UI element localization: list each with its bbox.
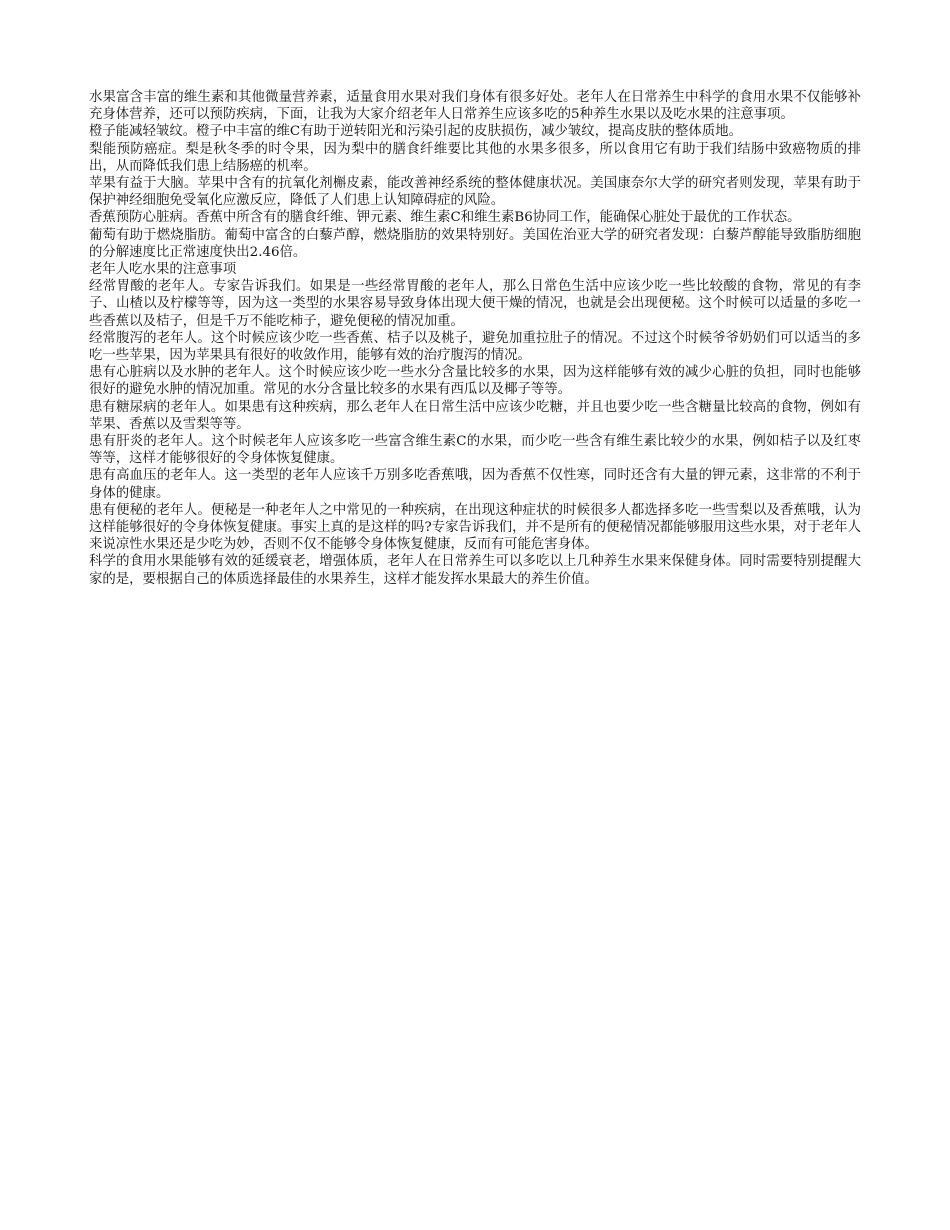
paragraph-apple: 苹果有益于大脑。苹果中含有的抗氧化剂槲皮素，能改善神经系统的整体健康状况。美国康奈尔大学的研究者则发现，苹果有助于保护神经细胞免受氧化应激反应，降低了人们患上认知障碍症的风险。 bbox=[89, 176, 861, 209]
paragraph-heart-edema: 患有心脏病以及水肿的老年人。这个时候应该少吃一些水分含量比较多的水果，因为这样能够有效的减少心脏的负担，同时也能够很好的避免水肿的情况加重。常见的水分含量比较多的水果有西瓜以及椰子等等。 bbox=[89, 365, 861, 398]
intro-paragraph: 水果富含丰富的维生素和其他微量营养素，适量食用水果对我们身体有很多好处。老年人在日常养生中科学的食用水果不仅能够补充身体营养，还可以预防疾病，下面，让我为大家介绍老年人日常养生应该多吃的5种养生水果以及吃水果的注意事项。 bbox=[89, 90, 861, 123]
paragraph-banana: 香蕉预防心脏病。香蕉中所含有的膳食纤维、钾元素、维生素C和维生素B6协同工作，能确保心脏处于最优的工作状态。 bbox=[89, 210, 801, 226]
paragraph-diarrhea: 经常腹泻的老年人。这个时候应该少吃一些香蕉、桔子以及桃子，避免加重拉肚子的情况。不过这个时候爷爷奶奶们可以适当的多吃一些苹果，因为苹果具有很好的收敛作用，能够有效的治疗腹泻的情况。 bbox=[89, 330, 861, 364]
document-body bbox=[89, 89, 861, 588]
section-heading: 老年人吃水果的注意事项 bbox=[89, 262, 237, 278]
paragraph-grape: 葡萄有助于燃烧脂肪。葡萄中富含的白藜芦醇，燃烧脂肪的效果特别好。美国佐治亚大学的研究者发现：白藜芦醇能导致脂肪细胞的分解速度比正常速度快出2.46倍。 bbox=[89, 227, 861, 260]
paragraph-stomach-acid: 经常胃酸的老年人。专家告诉我们。如果是一些经常胃酸的老年人，那么日常色生活中应该少吃一些比较酸的食物，常见的有李子、山楂以及柠檬等等，因为这一类型的水果容易导致身体出现大便干燥的情况，也就是会出现便秘。这个时候可以适量的多吃一些香蕉以及桔子，但是千万不能吃柿子，避免便秘的情况加重。 bbox=[89, 279, 861, 329]
paragraph-orange: 橙子能减轻皱纹。橙子中丰富的维C有助于逆转阳光和污染引起的皮肤损伤，减少皱纹，提高皮肤的整体质地。 bbox=[89, 124, 742, 140]
paragraph-diabetes: 患有糖尿病的老年人。如果患有这种疾病，那么老年人在日常生活中应该少吃糖，并且也要少吃一些含糖量比较高的食物，例如有苹果、香蕉以及雪梨等等。 bbox=[89, 399, 861, 432]
paragraph-pear: 梨能预防癌症。梨是秋冬季的时令果，因为梨中的膳食纤维要比其他的水果多很多，所以食用它有助于我们结肠中致癌物质的排出，从而降低我们患上结肠癌的机率。 bbox=[89, 141, 861, 174]
paragraph-hepatitis: 患有肝炎的老年人。这个时候老年人应该多吃一些富含维生素C的水果，而少吃一些含有维生素比较少的水果，例如桔子以及红枣等等，这样才能够很好的令身体恢复健康。 bbox=[89, 434, 861, 467]
paragraph-hypertension: 患有高血压的老年人。这一类型的老年人应该千万别多吃香蕉哦，因为香蕉不仅性寒，同时还含有大量的钾元素，这非常的不利于身体的健康。 bbox=[89, 468, 861, 501]
conclusion-paragraph: 科学的食用水果能够有效的延缓衰老，增强体质，老年人在日常养生可以多吃以上几种养生水果来保健身体。同时需要特别提醒大家的是，要根据自己的体质选择最佳的水果养生，这样才能发挥水果最大的养生价值。 bbox=[89, 554, 861, 587]
paragraph-constipation: 患有便秘的老年人。便秘是一种老年人之中常见的一种疾病，在出现这种症状的时候很多人都选择多吃一些雪梨以及香蕉哦，认为这样能够很好的令身体恢复健康。事实上真的是这样的吗?专家告诉我们，并不是所有的便秘情况都能够服用这些水果，对于老年人来说凉性水果还是少吃为妙，否则不仅不能够令身体恢复健康，反而有可能危害身体。 bbox=[89, 502, 861, 553]
